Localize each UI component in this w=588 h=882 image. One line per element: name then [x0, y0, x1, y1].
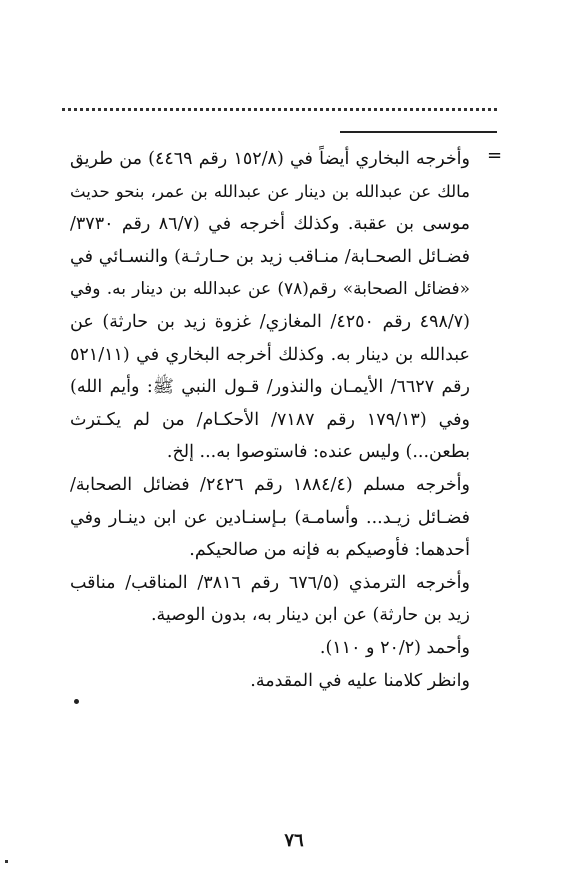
- footnote-line: أحدهما: فأوصيكم به فإنه من صالحيكم.: [189, 540, 470, 561]
- footnote-line: وفي (١٧٩/١٣ رقم ٧١٨٧/ الأحكـام/ من لم يكـترث: [70, 409, 470, 430]
- footnote-line: موسى بن عقبة. وكذلك أخرجه في (٨٦/٧ رقم ٣٧٣٠/: [70, 214, 470, 235]
- footnote-line: وأخرجه مسلم (١٨٨٤/٤ رقم ٢٤٢٦/ فضائل الصحابة/: [70, 474, 470, 495]
- footnote-line: زيد بن حارثة) عن ابن دينار به، بدون الوصية.: [150, 605, 470, 626]
- footnote-line: مالك عن عبدالله بن دينار عن عبدالله بن عمر، بنحو حديث: [70, 181, 470, 201]
- footnote-line: وأحمد (٢٠/٢ و ١١٠).: [319, 637, 470, 658]
- stray-dot: [74, 699, 79, 704]
- footnote-line: رقم ٦٦٢٧/ الأيمـان والنذور/ قـول النبي ﷺ: وأيم الله): [70, 377, 470, 398]
- footnote-line: وأخرجه الترمذي (٦٧٦/٥ رقم ٣٨١٦/ المناقب/ مناقب: [70, 572, 470, 593]
- footnote-line: (٤٩٨/٧ رقم ٤٢٥٠/ المغازي/ غزوة زيد بن حارثة) عن: [70, 311, 470, 332]
- footnote-line: عبدالله بن دينار به. وكذلك أخرجه البخاري في (٥٢١/١١: [70, 344, 470, 365]
- footnote-line: وانظر كلامنا عليه في المقدمة.: [250, 670, 470, 691]
- continuation-marker: =: [487, 145, 503, 166]
- edge-mark: [5, 860, 8, 863]
- footnote-line: وأخرجه البخاري أيضاً في (١٥٢/٨ رقم ٤٤٦٩) من طريق: [70, 149, 470, 169]
- footnote-line: فضـائل الصحـابة/ منـاقب زيد بن حـارثـة) والنسـائي في: [70, 246, 470, 267]
- page-number: ٧٦: [284, 830, 304, 851]
- footnote-line: «فضائل الصحابة» رقم(٧٨) عن عبدالله بن دينار به. وفي: [70, 279, 470, 300]
- footnote-line: بطعن...) وليس عنده: فاستوصوا به... إلخ.: [166, 442, 470, 463]
- footnote-line: فضـائل زيـد... وأسامـة) بـإسنـادين عن ابن دينـار وفي: [70, 507, 470, 528]
- dotted-separator: [62, 108, 497, 111]
- footnote-text: [70, 143, 470, 697]
- footnote-rule: [340, 131, 497, 133]
